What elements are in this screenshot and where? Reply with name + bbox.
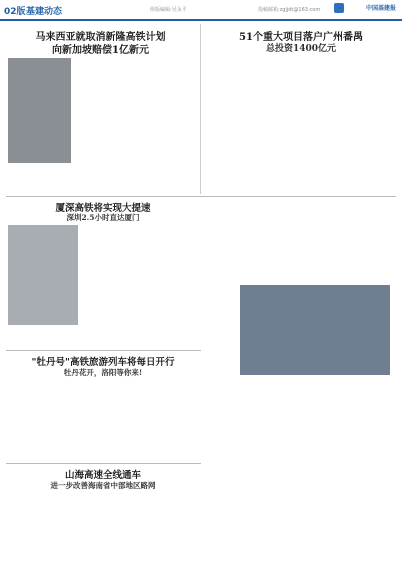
article-1-body-col1 xyxy=(75,58,135,163)
newspaper-logo: 中国基建报 xyxy=(365,5,396,12)
article-4-body-col1 xyxy=(8,380,98,460)
article-1-caption xyxy=(8,166,135,186)
article-1-body-col2 xyxy=(138,58,196,183)
article-4-title: "牡丹号"高铁旅游列车将每日开行 xyxy=(31,357,175,368)
page-header xyxy=(0,0,402,20)
editor-credit: 组版编辑:吴永平 xyxy=(150,7,187,13)
submission-email: 投稿邮箱:zgjjdt@163.com xyxy=(258,7,321,13)
section-name: 基建动态 xyxy=(26,7,63,17)
article-2-body-cont xyxy=(205,200,397,280)
article-3-body-col2 xyxy=(140,225,198,345)
article-1-title: 马来西亚就取消新隆高铁计划 xyxy=(35,32,166,43)
article-5-title: 山海高速全线通车 xyxy=(64,470,141,481)
header-rule xyxy=(0,19,402,21)
section-divider-2 xyxy=(6,350,201,351)
article-5-body xyxy=(8,494,198,559)
article-4-body-col2 xyxy=(102,380,198,460)
page-number: 02版 xyxy=(4,7,26,17)
article-3-caption xyxy=(8,328,78,348)
column-divider xyxy=(200,24,201,194)
section-divider-3 xyxy=(6,463,201,464)
article-3-body-col1 xyxy=(82,225,137,345)
article-3-subtitle: 深圳2.5小时直达厦门 xyxy=(66,213,140,222)
newspaper-logo-icon xyxy=(334,3,344,13)
article-4-subtitle: 牡丹花开，洛阳等你来! xyxy=(63,368,143,377)
article-2-photo xyxy=(240,285,390,375)
article-5-subtitle: 进一步改善海南省中部地区路网 xyxy=(50,481,156,490)
article-3-photo xyxy=(8,225,78,325)
article-3-title: 厦深高铁将实现大提速 xyxy=(55,203,151,214)
article-2-subtitle: 总投资1400亿元 xyxy=(265,44,337,54)
article-2-body xyxy=(205,56,397,196)
article-1-photo xyxy=(8,58,71,163)
article-1-title-line2: 向新加坡赔偿1亿新元 xyxy=(52,45,149,56)
article-2-body-lower xyxy=(205,380,397,555)
section-divider xyxy=(6,196,396,197)
article-2-title: 51个重大项目落户广州番禺 xyxy=(239,32,363,43)
